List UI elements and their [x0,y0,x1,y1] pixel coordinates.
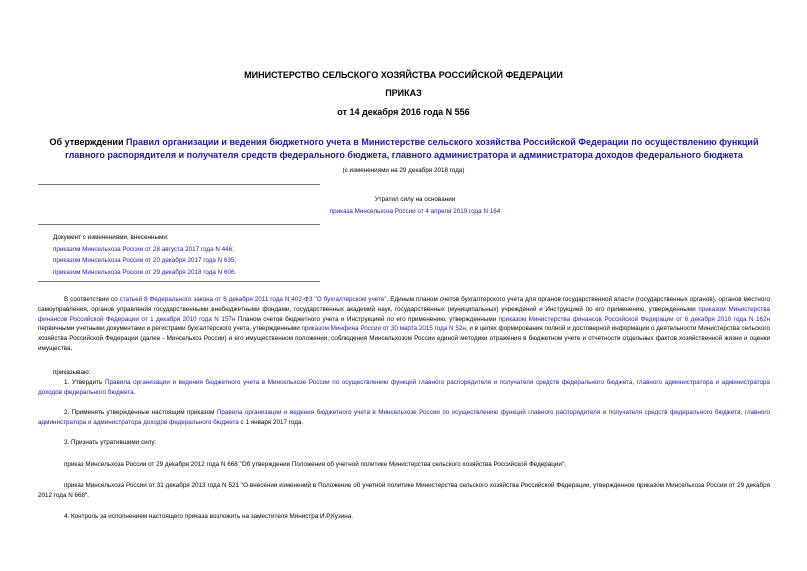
repealed-order-2: приказ Минсельхоза России от 31 декабря 2013 года N 521 "О внесении изменений в Положение об учетной политике Министерства сельского хозяйства Российской Федерации, утвержденное приказом Минсельхоза России от 29 декабря 2012 года N 668". [38,482,770,499]
doc-date-heading: от 14 декабря 2016 года N 556 [337,107,470,117]
order-word: приказываю: [53,369,91,376]
minfin-52n-link[interactable]: приказом Минфина России от 30 марта 2015 года N 52н [301,325,466,333]
rules-link[interactable]: Правила организации и ведения бюджетного учета в Минсельхозе России по осуществлению функций главного распорядителя и получателя средств федерального бюджета, главного администратора и администратора доходов федерального бюджета [38,379,771,396]
change-link[interactable]: приказом Минсельхоза России от 29 декабря 2018 года N 606. [53,268,237,276]
with-changes-note: (с изменениями на 29 декабря 2018 года) [342,167,465,174]
text: . [133,388,136,396]
text: с 1 января 2017 года. [238,418,304,426]
preamble-paragraph [38,295,770,354]
text: 1. Утвердить [64,379,105,386]
clause-3: 3. Признать утратившими силу: [64,439,157,446]
lost-force-text: Утратил силу на основании [374,196,456,203]
clause-1 [38,378,770,398]
changes-intro: Документ с изменениями, внесенными: [53,234,169,241]
document-title [38,136,770,162]
minfin-157n-link[interactable]: приказом Министерства финансов Российской Федерации от 1 декабря 2010 года N 157н [38,305,770,323]
divider [38,184,320,185]
title-prefix: Об утверждении [49,137,126,147]
doc-type-heading: ПРИКАЗ [385,88,422,98]
lost-force-link[interactable]: приказа Минсельхоза России от 4 апреля 2019 года N 164 [329,208,501,215]
text: 2. Применять утвержденные настоящим приказом [64,409,217,416]
clause-2 [38,408,770,428]
text: , и в целях формирования полной и достоверной информации о деятельности Министерства сельского хозяйства Российской Федерации (далее - Минсельхоз России) и его имущественном положении, соблюдения Минсельхозом России единой методики отражения в бюджетном учете и отчетности отдельных фактов хозяйственной жизни и оценки имущества, [38,325,770,352]
changes-box [53,232,236,278]
change-link[interactable]: приказом Минсельхоза России от 20 декабря 2017 года N 635; [53,257,237,264]
change-link[interactable]: приказом Минсельхоза России от 28 августа 2017 года N 446; [53,245,234,253]
divider [38,281,320,282]
rules-link[interactable]: Правила организации и ведения бюджетного учета в Минсельхозе России по осуществлению функций главного распорядителя и получателя средств федерального бюджета, главного администратора и администратора доходов федерального бюджета [38,409,770,426]
lost-force-note [300,194,530,218]
title-rules-link[interactable]: Правил организации и ведения бюджетного учета в Министерстве сельского хозяйства Российской Федерации по осуществлению функций главного распорядителя и получателя средств федерального бюджета, главного администратора и администратора доходов федерального бюджета [65,137,759,160]
text: Планом счетов бюджетного учета и Инструкцией по его применению, утвержденными [235,315,499,323]
text: первичными учетными документами и регистрами бухгалтерского учета, утвержденными [38,325,302,333]
law-link[interactable]: статьей 8 Федерального закона от 6 декабря 2011 года N 402-ФЗ "О бухгалтерском учете" [119,296,387,303]
text: В соответствии со [64,296,120,303]
text: , Единым планом счетов бухгалтерского учета для органов государственной власти (государственных органов), органов местного самоуправления, органов управления государственными внебюджетными фондами, государственных академий наук, государственных (муниципальных) учреждений и Инструкцией по его применению, утвержденными [38,296,771,313]
divider [38,224,320,225]
ministry-heading: МИНИСТЕРСТВО СЕЛЬСКОГО ХОЗЯЙСТВА РОССИЙСКОЙ ФЕДЕРАЦИИ [244,70,563,80]
repealed-order-1: приказ Минсельхоза России от 29 декабря 2012 года N 668 "Об утверждении Положения об учетной политике Министерства сельского хозяйства Российской Федерации"; [64,461,566,468]
minfin-162n-link[interactable]: приказом Министерства финансов Российской Федерации от 6 декабря 2010 года N 162н [498,315,770,323]
clause-4: 4. Контроль за исполнением настоящего приказа возложить на заместителя Министра И.Р.Кузина. [64,513,353,520]
